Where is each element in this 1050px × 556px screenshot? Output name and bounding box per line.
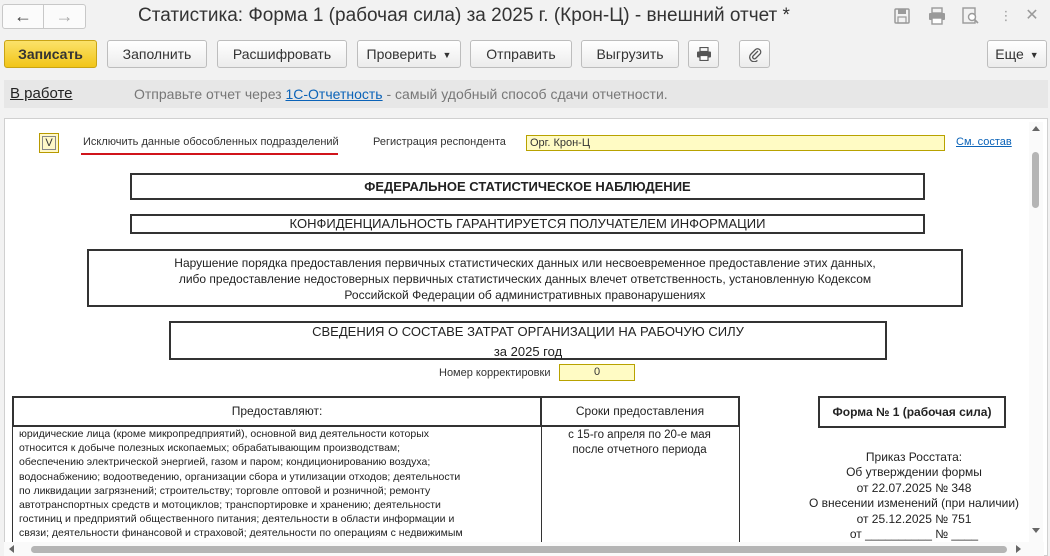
save-disk-icon[interactable] xyxy=(893,7,913,25)
vertical-scrollbar[interactable] xyxy=(1029,122,1043,542)
deadline-line: с 15-го апреля по 20-е мая xyxy=(568,429,711,441)
provide-line: водоснабжению; водоотведению, организации сбора и утилизации отходов; деятельности xyxy=(19,470,461,483)
correction-number-label: Номер корректировки xyxy=(439,367,551,379)
export-button[interactable]: Выгрузить xyxy=(581,40,679,68)
attach-button[interactable] xyxy=(739,40,770,68)
report-title xyxy=(169,321,887,360)
provide-line: по ликвидации загрязнений; строительству; торговле оптовой и розничной; ремонту xyxy=(19,484,431,497)
provide-line: автотранспортных средств и мотоциклов; транспортировке и хранению; деятельности xyxy=(19,499,441,512)
status-bar xyxy=(4,80,1048,108)
order-line: от 25.12.2025 № 751 xyxy=(856,511,972,526)
table-header-provide: Предоставляют: xyxy=(12,396,542,427)
composition-link[interactable]: См. состав xyxy=(956,136,1012,148)
registration-label: Регистрация респондента xyxy=(373,136,506,148)
horizontal-scroll-thumb[interactable] xyxy=(31,546,1007,553)
confidentiality-notice: КОНФИДЕНЦИАЛЬНОСТЬ ГАРАНТИРУЕТСЯ ПОЛУЧАТЕЛЕМ ИНФОРМАЦИИ xyxy=(130,214,925,234)
chevron-down-icon: ▼ xyxy=(442,50,452,60)
correction-number-field[interactable]: 0 xyxy=(559,364,635,381)
send-button[interactable]: Отправить xyxy=(470,40,572,68)
red-underline xyxy=(81,153,338,155)
save-button[interactable]: Записать xyxy=(4,40,97,68)
deadline-line: после отчетного периода xyxy=(572,444,707,456)
print-icon[interactable] xyxy=(927,7,947,25)
respondents-table xyxy=(12,396,740,556)
provide-line: связи; деятельности финансовой и страховой; деятельности по операциям с недвижимым xyxy=(19,527,463,540)
scroll-left-icon[interactable] xyxy=(9,545,14,553)
order-line: Приказ Росстата: xyxy=(865,450,963,464)
scroll-up-icon[interactable] xyxy=(1032,126,1040,131)
forward-button[interactable] xyxy=(44,4,86,29)
order-line: Об утверждении формы xyxy=(846,465,982,480)
more-dots-icon[interactable]: ⋮ xyxy=(999,8,1013,23)
order-line: О внесении изменений (при наличии) xyxy=(808,496,1020,511)
print-button[interactable] xyxy=(688,40,719,68)
vertical-scroll-thumb[interactable] xyxy=(1032,152,1039,208)
close-icon[interactable]: ✕ xyxy=(1025,7,1039,24)
preview-search-icon[interactable] xyxy=(961,7,981,25)
provide-line: гостиниц и предприятий общественного питания; деятельности в области информации и xyxy=(19,513,455,526)
status-message-suffix: - самый удобный способ сдачи отчетности. xyxy=(382,86,668,102)
report-title-line: СВЕДЕНИЯ О СОСТАВЕ ЗАТРАТ ОРГАНИЗАЦИИ НА РАБОЧУЮ СИЛУ xyxy=(312,324,744,339)
more-dropdown-button[interactable] xyxy=(987,40,1047,68)
more-button-label: Еще xyxy=(995,46,1024,62)
chevron-down-icon: ▼ xyxy=(1029,50,1039,60)
registration-field[interactable]: Орг. Крон-Ц xyxy=(526,135,945,151)
arrow-left-icon: ← xyxy=(14,6,32,26)
table-header-deadline: Сроки предоставления xyxy=(540,396,740,427)
form-name: Форма № 1 (рабочая сила) xyxy=(818,396,1006,428)
check-button-label: Проверить xyxy=(366,46,437,62)
check-dropdown-button[interactable] xyxy=(357,40,461,68)
rosstat-order xyxy=(794,450,1034,542)
federal-observation-title: ФЕДЕРАЛЬНОЕ СТАТИСТИЧЕСКОЕ НАБЛЮДЕНИЕ xyxy=(130,173,925,200)
status-message xyxy=(134,86,668,102)
reporting-service-link[interactable]: 1С-Отчетность xyxy=(285,86,383,102)
decode-button[interactable]: Расшифровать xyxy=(217,40,347,68)
horizontal-scrollbar[interactable] xyxy=(4,542,1044,556)
back-button[interactable] xyxy=(2,4,44,29)
scroll-right-icon[interactable] xyxy=(1016,545,1021,553)
table-cell-deadline xyxy=(540,427,740,556)
warning-line: Нарушение порядка предоставления первичных статистических данных или несвоевременное предоставление этих данных, xyxy=(174,256,876,270)
provide-line: юридические лица (кроме микропредприятий), основной вид деятельности которых xyxy=(19,428,430,440)
arrow-right-icon: → xyxy=(55,6,74,26)
liability-warning xyxy=(87,249,963,307)
table-cell-provide xyxy=(12,427,542,556)
provide-line: относится к добыче полезных ископаемых; обрабатывающим производствам; xyxy=(19,442,401,455)
warning-line: Российской Федерации об административных правонарушениях xyxy=(344,288,706,302)
print-icon xyxy=(696,46,712,62)
exclude-separate-units-label: Исключить данные обособленных подразделений xyxy=(83,136,339,148)
fill-button[interactable]: Заполнить xyxy=(107,40,207,68)
report-title-line: за 2025 год xyxy=(493,344,563,359)
toolbar xyxy=(0,38,1050,72)
window-title: Статистика: Форма 1 (рабочая сила) за 2025 г. (Крон-Ц) - внешний отчет * xyxy=(138,5,790,26)
scroll-down-icon[interactable] xyxy=(1032,528,1040,533)
warning-line: либо предоставление недостоверных первичных статистических данных влечет ответственность, установленную Кодексом xyxy=(178,272,872,286)
order-line: от 22.07.2025 № 348 xyxy=(856,480,972,495)
paperclip-icon xyxy=(748,46,762,62)
order-line: от __________ № ____ xyxy=(849,527,979,542)
status-message-prefix: Отправьте отчет через xyxy=(134,86,286,102)
checkbox-mark: V xyxy=(45,137,53,149)
exclude-separate-units-checkbox[interactable] xyxy=(39,133,59,153)
title-bar xyxy=(0,0,1050,34)
provide-line: обеспечению электрической энергией, газом и паром; кондиционированию воздуха; xyxy=(19,456,431,469)
report-sheet xyxy=(4,118,1048,556)
status-link[interactable]: В работе xyxy=(10,85,73,102)
